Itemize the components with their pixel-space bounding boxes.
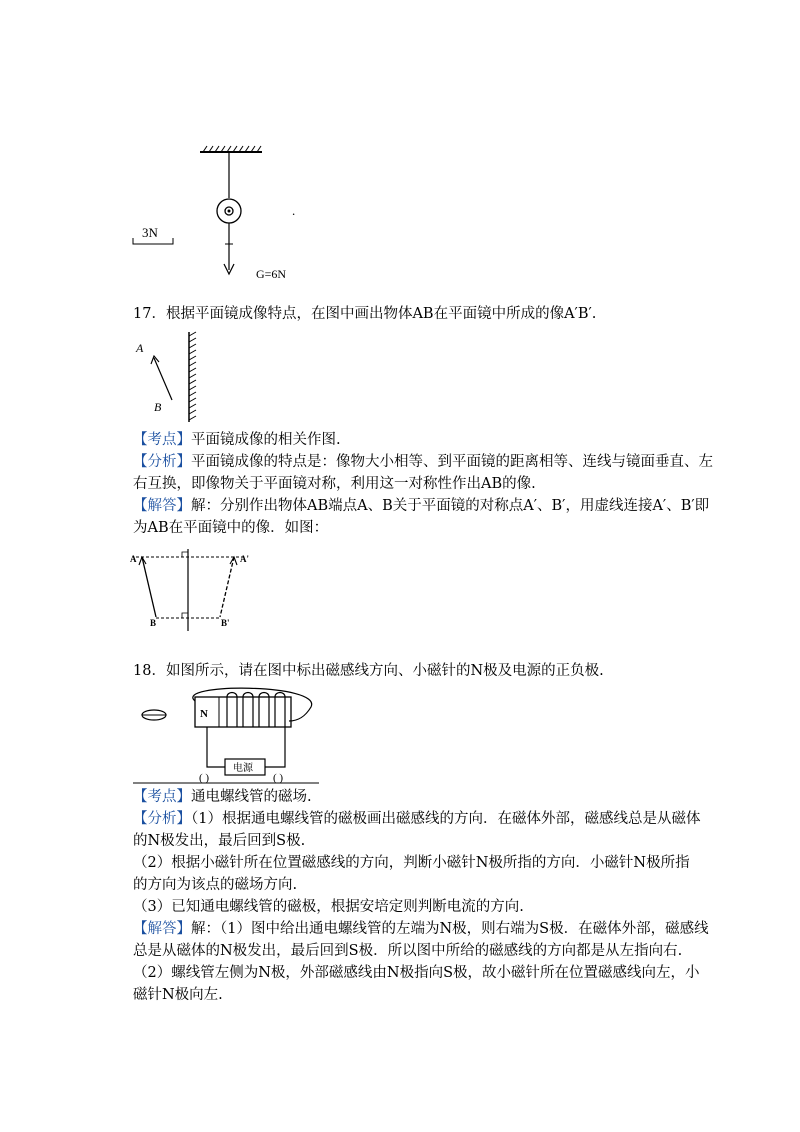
power-source-label: 电源: [233, 763, 253, 774]
force-scale-label: 3N: [142, 225, 158, 240]
q18-fenxi-line-5: （3）已知通电螺线管的磁极，根据安培定则判断电流的方向.: [133, 899, 524, 915]
q18-fenxi-line-1: [133, 808, 701, 830]
q17-fenxi-line-1: [133, 451, 713, 473]
kaodian-tag: 【考点】: [133, 789, 191, 805]
q18-kaodian: [133, 786, 673, 808]
label-a: A: [136, 341, 144, 355]
fenxi-text: （1）根据通电螺线管的磁极画出磁感线的方向．在磁体外部，磁感线总是从磁体: [191, 811, 701, 827]
q17-question: 17．根据平面镜成像特点，在图中画出物体AB在平面镜中所成的像A′B′.: [133, 306, 597, 322]
jieda-text: 解：分别作出物体AB端点A、B关于平面镜的对称点A′、B′，用虚线连接A′、B′即: [191, 498, 710, 514]
answer-label-a: A: [130, 554, 137, 564]
q18-jieda-line-3: （2）螺线管左侧为N极，外部磁感线由N极指向S极，故小磁针所在位置磁感线向左，小: [133, 965, 700, 981]
q17-kaodian: [133, 429, 673, 451]
answer-label-b: B: [150, 618, 157, 628]
kaodian-text: 通电螺线管的磁场.: [191, 789, 312, 805]
q18-fenxi-line-2: 的N极发出，最后回到S极.: [133, 833, 306, 849]
solenoid-n-label: N: [200, 708, 208, 720]
answer-label-a-prime: A': [240, 554, 249, 564]
q18-fenxi-line-4: 的方向为该点的磁场方向.: [133, 877, 298, 893]
stray-dot: .: [292, 203, 296, 218]
q18-jieda-line-2: 总是从磁体的N极发出，最后回到S极．所以图中所给的磁感线的方向都是从左指向右.: [133, 943, 683, 959]
mirror-answer-figure: [128, 545, 258, 635]
weight-force-figure: [125, 140, 325, 285]
fenxi-tag: 【分析】: [133, 811, 191, 827]
q17-jieda-line-1: [133, 495, 710, 517]
q18-jieda-line-1: [133, 918, 709, 940]
solenoid-figure: [133, 683, 333, 787]
fenxi-tag: 【分析】: [133, 454, 191, 470]
answer-label-b-prime: B': [221, 618, 230, 628]
label-b: B: [154, 400, 162, 414]
jieda-tag: 【解答】: [133, 921, 191, 937]
q18-fenxi-line-3: （2）根据小磁针所在位置磁感线的方向，判断小磁针N极所指的方向．小磁针N极所指: [133, 855, 690, 871]
q18-question: 18．如图所示，请在图中标出磁感线方向、小磁针的N极及电源的正负极.: [133, 663, 604, 679]
jieda-tag: 【解答】: [133, 498, 191, 514]
kaodian-tag: 【考点】: [133, 432, 191, 448]
kaodian-text: 平面镜成像的相关作图.: [191, 432, 341, 448]
jieda-text: 解：（1）图中给出通电螺线管的左端为N极，则右端为S极．在磁体外部，磁感线: [191, 921, 709, 937]
q17-fenxi-line-2: 右互换，即像物关于平面镜对称，利用这一对称性作出AB的像.: [133, 476, 536, 492]
q17-jieda-line-2: 为AB在平面镜中的像．如图：: [133, 520, 329, 536]
paren-right: ( ): [273, 772, 284, 784]
paren-left: ( ): [199, 772, 210, 784]
mirror-ab-figure: [130, 330, 220, 425]
fenxi-text: 平面镜成像的特点是：像物大小相等、到平面镜的距离相等、连线与镜面垂直、左: [191, 454, 713, 470]
q18-jieda-line-4: 磁针N极向左.: [133, 987, 223, 1003]
weight-label: G=6N: [256, 267, 287, 281]
